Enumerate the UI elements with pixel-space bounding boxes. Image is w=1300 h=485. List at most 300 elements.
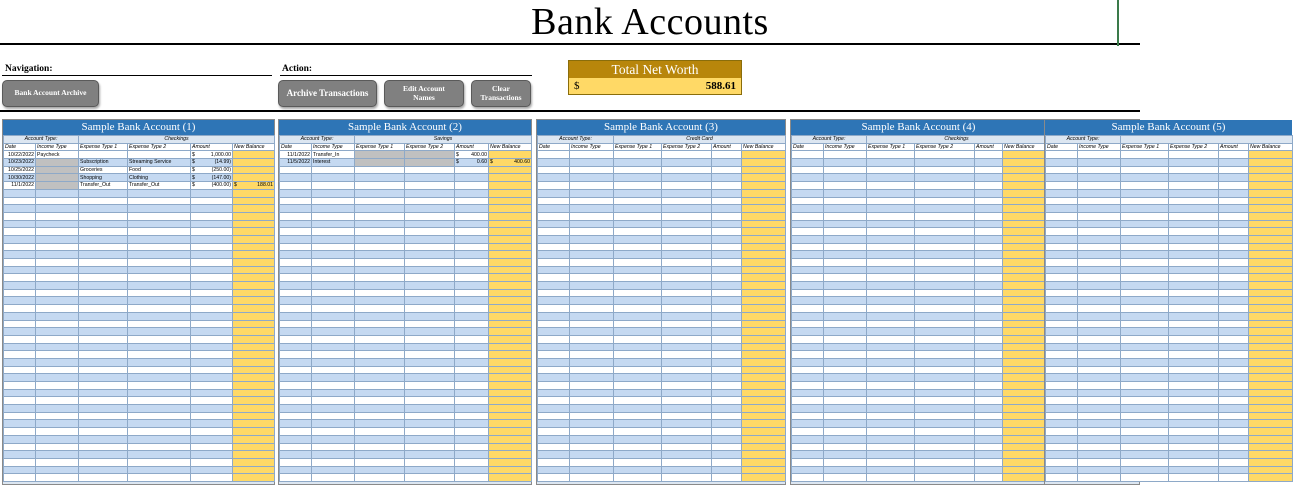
amount-cell[interactable] (191, 205, 233, 213)
expense-type-1-cell[interactable] (867, 458, 915, 466)
expense-type-2-cell[interactable] (1169, 235, 1219, 243)
expense-type-1-cell[interactable] (79, 243, 128, 251)
archive-transactions-button[interactable]: Archive Transactions (278, 80, 377, 107)
expense-type-2-cell[interactable] (915, 435, 975, 443)
amount-cell[interactable] (1219, 212, 1249, 220)
amount-cell[interactable] (455, 297, 489, 305)
expense-type-2-cell[interactable] (662, 397, 712, 405)
date-cell[interactable] (792, 474, 824, 482)
expense-type-2-cell[interactable] (128, 435, 191, 443)
amount-cell[interactable] (975, 358, 1003, 366)
expense-type-1-cell[interactable] (1121, 212, 1169, 220)
expense-type-2-cell[interactable] (128, 420, 191, 428)
expense-type-1-cell[interactable] (355, 335, 405, 343)
income-type-cell[interactable] (36, 159, 79, 167)
date-cell[interactable] (4, 220, 36, 228)
date-cell[interactable] (280, 458, 312, 466)
expense-type-1-cell[interactable] (355, 389, 405, 397)
income-type-cell[interactable] (36, 443, 79, 451)
expense-type-1-cell[interactable] (79, 389, 128, 397)
income-type-cell[interactable] (312, 174, 355, 182)
date-cell[interactable] (792, 305, 824, 313)
expense-type-2-cell[interactable] (662, 358, 712, 366)
expense-type-1-cell[interactable] (614, 197, 662, 205)
amount-cell[interactable] (191, 312, 233, 320)
income-type-cell[interactable] (36, 466, 79, 474)
amount-cell[interactable] (712, 212, 742, 220)
expense-type-1-cell[interactable] (614, 443, 662, 451)
date-cell[interactable] (1046, 351, 1078, 359)
expense-type-2-cell[interactable] (405, 235, 455, 243)
expense-type-1-cell[interactable] (867, 235, 915, 243)
date-cell[interactable] (792, 266, 824, 274)
date-cell[interactable] (538, 297, 570, 305)
expense-type-1-cell[interactable] (867, 282, 915, 290)
expense-type-2-cell[interactable] (915, 166, 975, 174)
income-type-cell[interactable] (312, 389, 355, 397)
income-type-cell[interactable] (1078, 335, 1121, 343)
expense-type-2-cell[interactable] (662, 335, 712, 343)
expense-type-1-cell[interactable] (867, 189, 915, 197)
expense-type-1-cell[interactable] (1121, 251, 1169, 259)
expense-type-2-cell[interactable] (915, 305, 975, 313)
expense-type-1-cell[interactable] (614, 189, 662, 197)
expense-type-2-cell[interactable] (128, 235, 191, 243)
expense-type-2-cell[interactable] (1169, 159, 1219, 167)
expense-type-1-cell[interactable] (614, 289, 662, 297)
expense-type-1-cell[interactable] (79, 259, 128, 267)
expense-type-1-cell[interactable] (867, 466, 915, 474)
expense-type-2-cell[interactable] (662, 205, 712, 213)
expense-type-2-cell[interactable] (662, 328, 712, 336)
expense-type-1-cell[interactable] (867, 205, 915, 213)
expense-type-1-cell[interactable] (79, 189, 128, 197)
income-type-cell[interactable] (36, 182, 79, 190)
expense-type-1-cell[interactable] (355, 312, 405, 320)
expense-type-1-cell[interactable] (614, 451, 662, 459)
amount-cell[interactable] (191, 374, 233, 382)
expense-type-2-cell[interactable] (405, 166, 455, 174)
income-type-cell[interactable] (312, 289, 355, 297)
income-type-cell[interactable] (824, 243, 867, 251)
income-type-cell[interactable] (36, 243, 79, 251)
income-type-cell[interactable] (36, 189, 79, 197)
date-cell[interactable] (538, 320, 570, 328)
amount-cell[interactable] (712, 358, 742, 366)
date-cell[interactable] (538, 343, 570, 351)
expense-type-1-cell[interactable] (614, 405, 662, 413)
amount-cell[interactable] (975, 397, 1003, 405)
expense-type-2-cell[interactable] (1169, 205, 1219, 213)
income-type-cell[interactable] (824, 259, 867, 267)
expense-type-2-cell[interactable] (128, 259, 191, 267)
expense-type-1-cell[interactable] (79, 205, 128, 213)
date-cell[interactable] (280, 174, 312, 182)
expense-type-1-cell[interactable] (867, 243, 915, 251)
amount-cell[interactable] (975, 458, 1003, 466)
expense-type-1-cell[interactable] (355, 159, 405, 167)
income-type-cell[interactable] (1078, 320, 1121, 328)
expense-type-1-cell[interactable] (867, 182, 915, 190)
income-type-cell[interactable] (570, 351, 614, 359)
expense-type-1-cell[interactable] (1121, 305, 1169, 313)
expense-type-1-cell[interactable] (355, 428, 405, 436)
amount-cell[interactable] (1219, 297, 1249, 305)
expense-type-2-cell[interactable] (1169, 312, 1219, 320)
date-cell[interactable] (4, 274, 36, 282)
expense-type-1-cell[interactable] (614, 382, 662, 390)
income-type-cell[interactable] (824, 374, 867, 382)
income-type-cell[interactable] (312, 189, 355, 197)
date-cell[interactable] (1046, 451, 1078, 459)
amount-cell[interactable] (712, 197, 742, 205)
income-type-cell[interactable] (36, 343, 79, 351)
expense-type-1-cell[interactable] (79, 235, 128, 243)
expense-type-2-cell[interactable] (405, 197, 455, 205)
date-cell[interactable] (4, 382, 36, 390)
expense-type-1-cell[interactable] (1121, 259, 1169, 267)
expense-type-2-cell[interactable]: Transfer_Out (128, 182, 191, 190)
date-cell[interactable] (792, 320, 824, 328)
amount-cell[interactable] (455, 382, 489, 390)
expense-type-1-cell[interactable] (867, 274, 915, 282)
income-type-cell[interactable] (824, 205, 867, 213)
date-cell[interactable] (280, 289, 312, 297)
expense-type-1-cell[interactable] (614, 274, 662, 282)
income-type-cell[interactable] (312, 328, 355, 336)
income-type-cell[interactable] (570, 205, 614, 213)
date-cell[interactable] (4, 259, 36, 267)
expense-type-1-cell[interactable] (79, 458, 128, 466)
date-cell[interactable] (280, 182, 312, 190)
income-type-cell[interactable] (36, 174, 79, 182)
expense-type-1-cell[interactable] (1121, 328, 1169, 336)
date-cell[interactable] (1046, 197, 1078, 205)
expense-type-2-cell[interactable] (1169, 405, 1219, 413)
expense-type-1-cell[interactable] (614, 458, 662, 466)
expense-type-1-cell[interactable] (1121, 266, 1169, 274)
date-cell[interactable] (280, 428, 312, 436)
date-cell[interactable] (280, 189, 312, 197)
date-cell[interactable] (1046, 289, 1078, 297)
income-type-cell[interactable] (824, 320, 867, 328)
income-type-cell[interactable] (570, 428, 614, 436)
expense-type-2-cell[interactable] (915, 474, 975, 482)
income-type-cell[interactable] (824, 443, 867, 451)
date-cell[interactable] (4, 289, 36, 297)
expense-type-2-cell[interactable] (662, 466, 712, 474)
expense-type-2-cell[interactable] (128, 312, 191, 320)
new-balance-cell[interactable] (489, 159, 532, 167)
date-cell[interactable] (538, 282, 570, 290)
income-type-cell[interactable] (824, 328, 867, 336)
amount-cell[interactable] (1219, 259, 1249, 267)
expense-type-1-cell[interactable] (614, 174, 662, 182)
expense-type-2-cell[interactable] (915, 151, 975, 159)
expense-type-2-cell[interactable] (662, 289, 712, 297)
income-type-cell[interactable] (824, 189, 867, 197)
date-cell[interactable]: 11/5/2022 (280, 159, 312, 167)
expense-type-2-cell[interactable] (915, 274, 975, 282)
date-cell[interactable] (280, 328, 312, 336)
expense-type-1-cell[interactable] (1121, 205, 1169, 213)
income-type-cell[interactable] (570, 474, 614, 482)
expense-type-2-cell[interactable] (662, 259, 712, 267)
date-cell[interactable] (792, 189, 824, 197)
amount-cell[interactable] (712, 220, 742, 228)
expense-type-1-cell[interactable] (79, 397, 128, 405)
expense-type-1-cell[interactable] (355, 166, 405, 174)
expense-type-2-cell[interactable] (915, 289, 975, 297)
date-cell[interactable] (538, 374, 570, 382)
date-cell[interactable] (1046, 182, 1078, 190)
income-type-cell[interactable] (1078, 212, 1121, 220)
expense-type-1-cell[interactable] (79, 428, 128, 436)
expense-type-1-cell[interactable] (867, 151, 915, 159)
date-cell[interactable] (1046, 166, 1078, 174)
amount-cell[interactable] (1219, 420, 1249, 428)
expense-type-2-cell[interactable] (405, 212, 455, 220)
expense-type-2-cell[interactable] (405, 420, 455, 428)
expense-type-2-cell[interactable] (915, 243, 975, 251)
expense-type-1-cell[interactable] (1121, 282, 1169, 290)
date-cell[interactable] (280, 382, 312, 390)
income-type-cell[interactable] (570, 443, 614, 451)
date-cell[interactable] (4, 435, 36, 443)
amount-cell[interactable] (455, 366, 489, 374)
expense-type-2-cell[interactable] (662, 374, 712, 382)
income-type-cell[interactable] (570, 305, 614, 313)
date-cell[interactable] (792, 289, 824, 297)
income-type-cell[interactable] (570, 328, 614, 336)
date-cell[interactable] (538, 420, 570, 428)
income-type-cell[interactable] (312, 282, 355, 290)
expense-type-2-cell[interactable] (405, 443, 455, 451)
amount-cell[interactable] (1219, 159, 1249, 167)
expense-type-2-cell[interactable] (128, 297, 191, 305)
expense-type-1-cell[interactable] (79, 282, 128, 290)
income-type-cell[interactable] (824, 197, 867, 205)
expense-type-2-cell[interactable] (405, 251, 455, 259)
expense-type-2-cell[interactable] (1169, 212, 1219, 220)
amount-cell[interactable] (975, 412, 1003, 420)
date-cell[interactable] (280, 374, 312, 382)
income-type-cell[interactable] (36, 320, 79, 328)
amount-cell[interactable] (712, 320, 742, 328)
expense-type-1-cell[interactable] (355, 443, 405, 451)
expense-type-1-cell[interactable]: Groceries (79, 166, 128, 174)
amount-cell[interactable] (191, 251, 233, 259)
amount-cell[interactable] (712, 305, 742, 313)
expense-type-2-cell[interactable] (1169, 335, 1219, 343)
amount-cell[interactable] (455, 374, 489, 382)
expense-type-1-cell[interactable] (1121, 435, 1169, 443)
income-type-cell[interactable] (570, 259, 614, 267)
expense-type-1-cell[interactable] (614, 205, 662, 213)
expense-type-1-cell[interactable] (867, 420, 915, 428)
date-cell[interactable] (792, 235, 824, 243)
date-cell[interactable] (280, 166, 312, 174)
income-type-cell[interactable] (824, 220, 867, 228)
amount-cell[interactable] (191, 397, 233, 405)
expense-type-2-cell[interactable] (405, 259, 455, 267)
expense-type-1-cell[interactable] (1121, 189, 1169, 197)
expense-type-2-cell[interactable] (662, 458, 712, 466)
income-type-cell[interactable] (312, 358, 355, 366)
amount-cell[interactable] (975, 389, 1003, 397)
income-type-cell[interactable] (570, 235, 614, 243)
expense-type-2-cell[interactable] (128, 212, 191, 220)
date-cell[interactable] (538, 397, 570, 405)
expense-type-2-cell[interactable] (915, 358, 975, 366)
expense-type-1-cell[interactable] (867, 358, 915, 366)
amount-cell[interactable] (455, 312, 489, 320)
income-type-cell[interactable] (312, 220, 355, 228)
income-type-cell[interactable] (824, 343, 867, 351)
income-type-cell[interactable] (1078, 351, 1121, 359)
expense-type-1-cell[interactable] (867, 405, 915, 413)
expense-type-2-cell[interactable] (662, 266, 712, 274)
amount-cell[interactable] (975, 251, 1003, 259)
income-type-cell[interactable] (570, 451, 614, 459)
expense-type-1-cell[interactable] (79, 405, 128, 413)
amount-cell[interactable] (975, 174, 1003, 182)
income-type-cell[interactable] (1078, 151, 1121, 159)
income-type-cell[interactable] (824, 182, 867, 190)
income-type-cell[interactable] (1078, 189, 1121, 197)
account-type-value[interactable]: Checkings (867, 136, 1047, 144)
expense-type-1-cell[interactable] (355, 259, 405, 267)
income-type-cell[interactable] (824, 274, 867, 282)
expense-type-1-cell[interactable] (1121, 366, 1169, 374)
expense-type-2-cell[interactable] (915, 328, 975, 336)
expense-type-2-cell[interactable] (662, 151, 712, 159)
amount-cell[interactable] (712, 182, 742, 190)
date-cell[interactable] (792, 282, 824, 290)
date-cell[interactable] (1046, 243, 1078, 251)
date-cell[interactable] (538, 358, 570, 366)
date-cell[interactable] (538, 466, 570, 474)
income-type-cell[interactable] (824, 305, 867, 313)
date-cell[interactable] (792, 312, 824, 320)
income-type-cell[interactable] (36, 274, 79, 282)
expense-type-2-cell[interactable] (1169, 251, 1219, 259)
income-type-cell[interactable] (36, 235, 79, 243)
income-type-cell[interactable] (312, 443, 355, 451)
amount-cell[interactable] (191, 174, 233, 182)
expense-type-2-cell[interactable] (662, 474, 712, 482)
amount-cell[interactable] (1219, 397, 1249, 405)
expense-type-1-cell[interactable] (355, 174, 405, 182)
amount-cell[interactable] (455, 166, 489, 174)
amount-cell[interactable] (191, 420, 233, 428)
income-type-cell[interactable] (36, 335, 79, 343)
expense-type-2-cell[interactable] (128, 366, 191, 374)
expense-type-1-cell[interactable] (79, 351, 128, 359)
expense-type-2-cell[interactable] (405, 297, 455, 305)
income-type-cell[interactable] (570, 335, 614, 343)
expense-type-1-cell[interactable] (867, 166, 915, 174)
amount-cell[interactable] (455, 451, 489, 459)
income-type-cell[interactable] (36, 366, 79, 374)
expense-type-2-cell[interactable] (915, 212, 975, 220)
expense-type-1-cell[interactable] (355, 274, 405, 282)
amount-cell[interactable] (455, 189, 489, 197)
income-type-cell[interactable] (312, 343, 355, 351)
income-type-cell[interactable] (1078, 328, 1121, 336)
date-cell[interactable]: 10/25/2022 (4, 166, 36, 174)
date-cell[interactable] (538, 305, 570, 313)
expense-type-1-cell[interactable] (614, 358, 662, 366)
expense-type-2-cell[interactable] (915, 197, 975, 205)
income-type-cell[interactable] (570, 174, 614, 182)
expense-type-1-cell[interactable] (867, 335, 915, 343)
date-cell[interactable] (1046, 212, 1078, 220)
amount-cell[interactable] (975, 205, 1003, 213)
amount-cell[interactable] (455, 466, 489, 474)
expense-type-2-cell[interactable] (915, 235, 975, 243)
amount-cell[interactable] (712, 343, 742, 351)
expense-type-2-cell[interactable] (1169, 274, 1219, 282)
income-type-cell[interactable] (824, 451, 867, 459)
date-cell[interactable] (4, 405, 36, 413)
income-type-cell[interactable] (570, 458, 614, 466)
date-cell[interactable] (280, 366, 312, 374)
income-type-cell[interactable]: Transfer_In (312, 151, 355, 159)
amount-cell[interactable] (975, 189, 1003, 197)
expense-type-2-cell[interactable] (1169, 182, 1219, 190)
income-type-cell[interactable] (824, 166, 867, 174)
date-cell[interactable] (792, 159, 824, 167)
expense-type-2-cell[interactable] (915, 189, 975, 197)
date-cell[interactable] (280, 397, 312, 405)
income-type-cell[interactable] (824, 458, 867, 466)
date-cell[interactable] (1046, 235, 1078, 243)
amount-cell[interactable] (1219, 243, 1249, 251)
amount-cell[interactable] (455, 151, 489, 159)
expense-type-1-cell[interactable] (355, 374, 405, 382)
amount-cell[interactable] (1219, 205, 1249, 213)
date-cell[interactable] (1046, 305, 1078, 313)
income-type-cell[interactable] (1078, 458, 1121, 466)
expense-type-2-cell[interactable] (915, 297, 975, 305)
income-type-cell[interactable] (36, 251, 79, 259)
amount-cell[interactable] (712, 297, 742, 305)
amount-cell[interactable] (712, 351, 742, 359)
expense-type-2-cell[interactable] (915, 428, 975, 436)
expense-type-1-cell[interactable] (614, 466, 662, 474)
income-type-cell[interactable] (824, 405, 867, 413)
expense-type-2-cell[interactable] (915, 351, 975, 359)
expense-type-1-cell[interactable] (79, 312, 128, 320)
amount-cell[interactable] (975, 166, 1003, 174)
expense-type-1-cell[interactable] (1121, 474, 1169, 482)
date-cell[interactable] (280, 351, 312, 359)
income-type-cell[interactable] (824, 297, 867, 305)
amount-cell[interactable] (1219, 174, 1249, 182)
income-type-cell[interactable] (36, 474, 79, 482)
amount-cell[interactable] (712, 366, 742, 374)
income-type-cell[interactable] (1078, 312, 1121, 320)
amount-cell[interactable] (975, 374, 1003, 382)
new-balance-cell[interactable] (233, 182, 275, 190)
expense-type-1-cell[interactable] (355, 289, 405, 297)
amount-cell[interactable] (712, 243, 742, 251)
amount-cell[interactable] (975, 274, 1003, 282)
expense-type-1-cell[interactable] (614, 220, 662, 228)
amount-cell[interactable] (975, 474, 1003, 482)
expense-type-2-cell[interactable] (662, 343, 712, 351)
